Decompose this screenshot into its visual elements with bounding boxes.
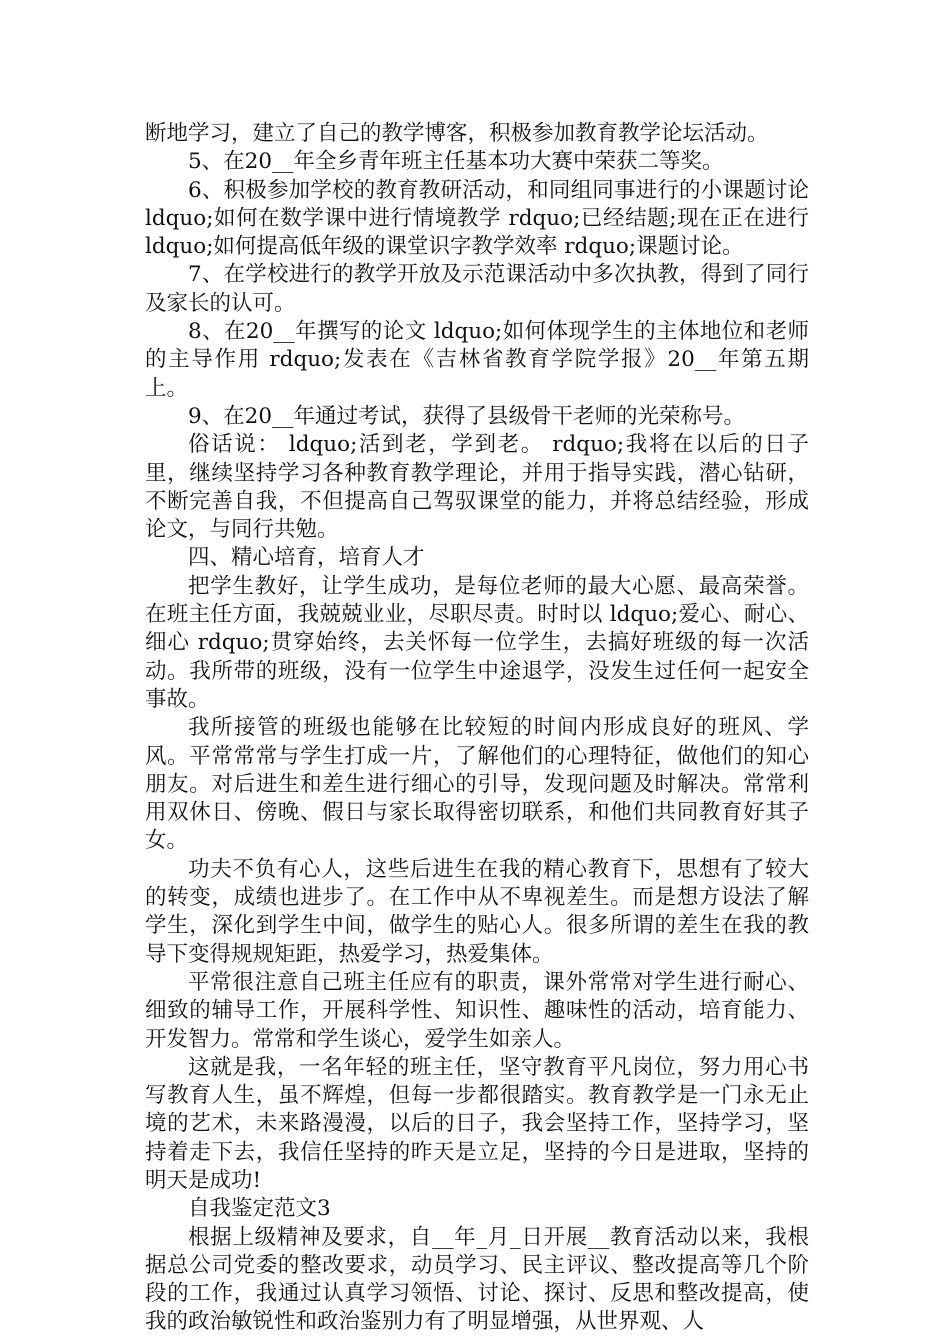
paragraph-12: 平常很注意自己班主任应有的职责，课外常常对学生进行耐心、细致的辅导工作，开展科学性、知识性、趣味性的活动，培育能力、开发智力。常常和学生谈心，爱学生如亲人。	[145, 969, 809, 1052]
paragraph-6: 9、在20__年通过考试，获得了县级骨干老师的光荣称号。	[188, 403, 746, 429]
document-body	[145, 120, 809, 1337]
paragraph-15: 根据上级精神及要求，自__年_月_日开展__教育活动以来，我根据总公司党委的整改要求，动员学习、民主评议、整改提高等几个阶段的工作，我通过认真学习领悟、讨论、探讨、反思和整改提高，使我的政治敏锐性和政治鉴别力有了明显增强，从世界观、人	[145, 1224, 809, 1335]
paragraph-13: 这就是我，一名年轻的班主任，坚守教育平凡岗位，努力用心书写教育人生，虽不辉煌，但每一步都很踏实。教育教学是一门永无止境的艺术，未来路漫漫，以后的日子，我会坚持工作，坚持学习，坚持着走下去，我信任坚持的昨天是立足，坚持的今日是进取，坚持的明天是成功!	[145, 1054, 809, 1193]
paragraph-4: 7、在学校进行的教学开放及示范课活动中多次执教，得到了同行及家长的认可。	[145, 262, 809, 316]
paragraph-5: 8、在20__年撰写的论文 ldquo;如何体现学生的主体地位和老师的主导作用 rdquo;发表在《吉林省教育学院学报》20__年第五期上。	[145, 319, 809, 401]
paragraph-2: 5、在20__年全乡青年班主任基本功大赛中荣获二等奖。	[188, 149, 724, 175]
section-heading-sample-3: 自我鉴定范文3	[188, 1196, 331, 1222]
paragraph-9: 把学生教好，让学生成功，是每位老师的最大心愿、最高荣誉。在班主任方面，我兢兢业业，尽职尽责。时时以 ldquo;爱心、耐心、细心 rdquo;贯穿始终，去关怀每一位学生，去搞好班级的每一次活动。我所带的班级，没有一位学生中途退学，没发生过任何一起安全事故。	[145, 573, 809, 712]
section-heading-4: 四、精心培育，培育人才	[188, 545, 425, 571]
paragraph-10: 我所接管的班级也能够在比较短的时间内形成良好的班风、学风。平常常常与学生打成一片，了解他们的心理特征，做他们的知心朋友。对后进生和差生进行细心的引导，发现问题及时解决。常常利用双休日、傍晚、假日与家长取得密切联系，和他们共同教育好其子女。	[145, 715, 809, 854]
paragraph-1: 断地学习，建立了自己的教学博客，积极参加教育教学论坛活动。	[145, 121, 769, 146]
paragraph-3: 6、积极参加学校的教育教研活动，和同组同事进行的小课题讨论 ldquo;如何在数学课中进行情境教学 rdquo;已经结题;现在正在进行 ldquo;如何提高低年级的课堂识字教学效率 rdquo;课题讨论。	[145, 177, 809, 260]
paragraph-11: 功夫不负有心人，这些后进生在我的精心教育下，思想有了较大的转变，成绩也进步了。在工作中从不卑视差生。而是想方设法了解学生，深化到学生中间，做学生的贴心人。很多所谓的差生在我的教导下变得规规矩距，热爱学习，热爱集体。	[145, 856, 809, 967]
paragraph-7: 俗话说： ldquo;活到老，学到老。 rdquo;我将在以后的日子里，继续坚持学习各种教育教学理论，并用于指导实践，潜心钻研，不断完善自我，不但提高自己驾驭课堂的能力，并将总结经验，形成论文，与同行共勉。	[145, 432, 809, 543]
